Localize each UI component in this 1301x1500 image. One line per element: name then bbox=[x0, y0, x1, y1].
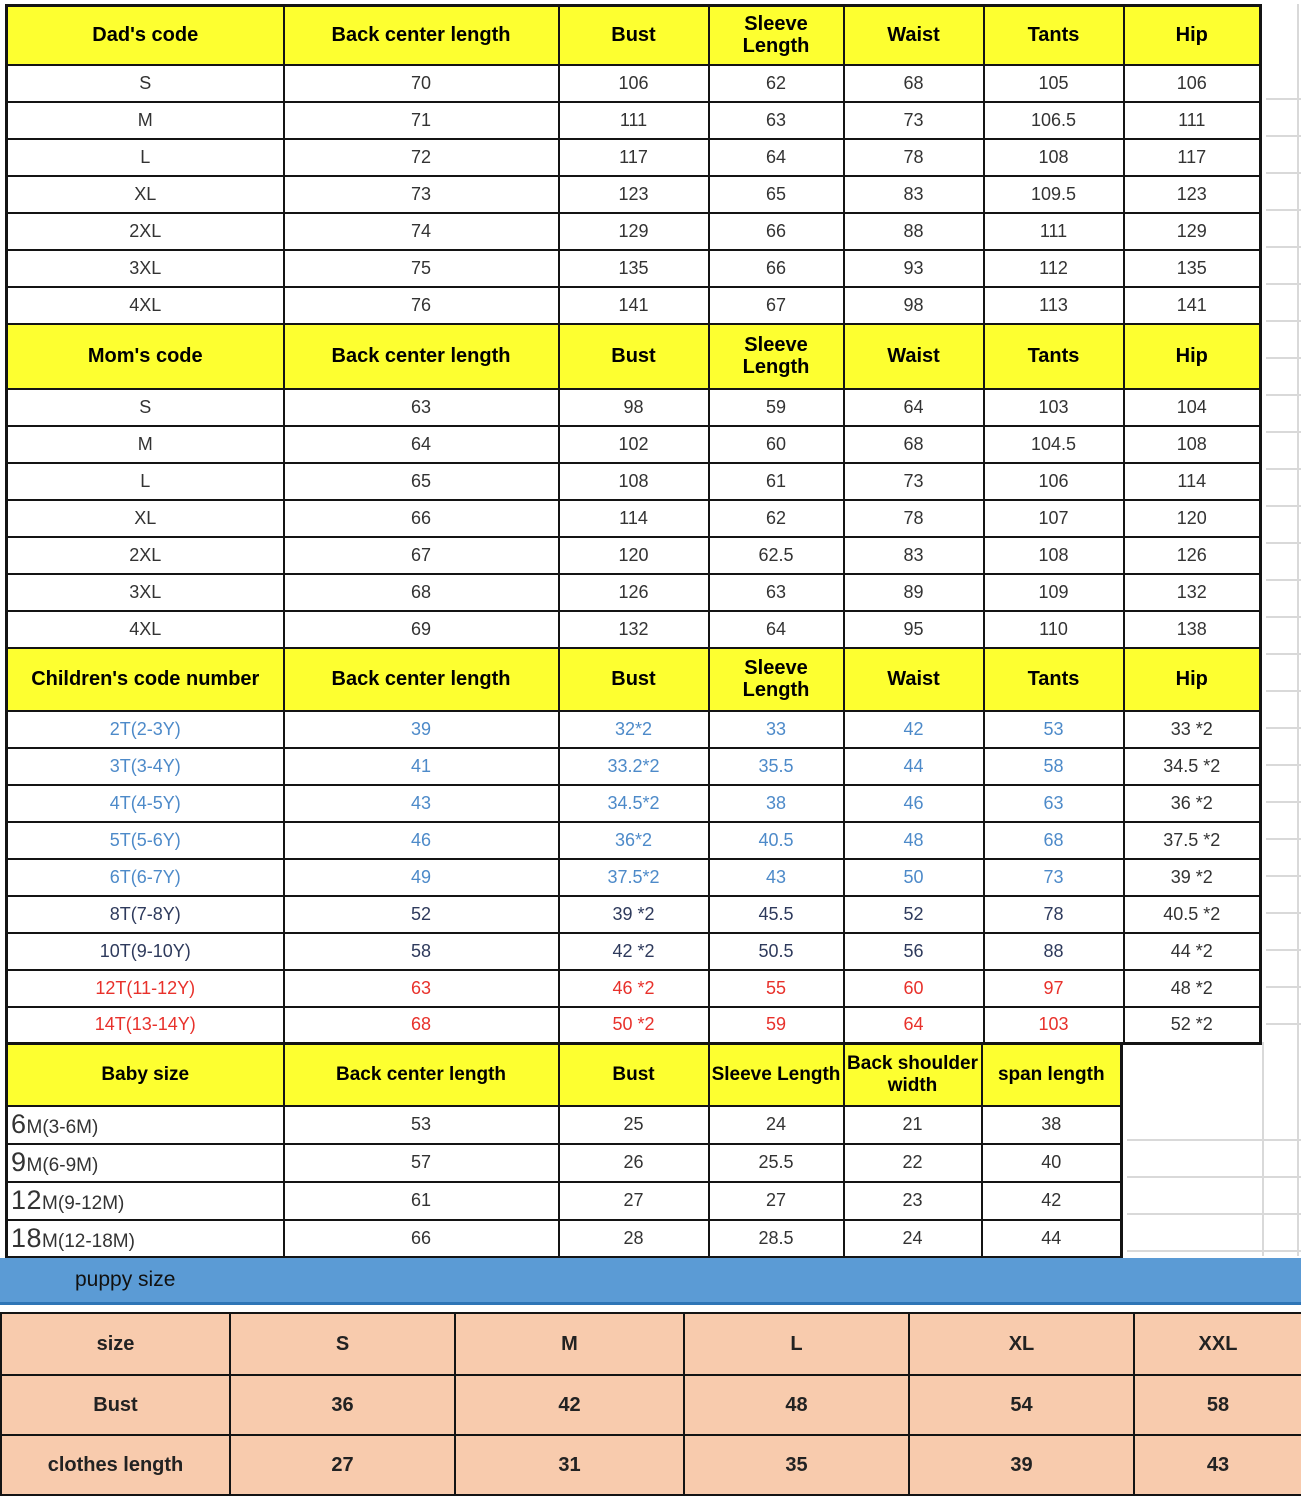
baby-size-label-cell bbox=[7, 1106, 284, 1144]
column-header-cell: Sleeve Length bbox=[709, 324, 844, 389]
puppy-size-table bbox=[0, 1312, 1301, 1496]
value-cell: 45.5 bbox=[709, 896, 844, 933]
size-label-cell: 2T(2-3Y) bbox=[7, 711, 284, 748]
column-header-cell: Sleeve Length bbox=[709, 6, 844, 65]
value-cell: 42 bbox=[844, 711, 984, 748]
value-cell: 35.5 bbox=[709, 748, 844, 785]
value-cell: 64 bbox=[709, 611, 844, 648]
value-cell: 109 bbox=[984, 574, 1124, 611]
value-cell: 141 bbox=[559, 287, 709, 324]
baby-size-label-cell bbox=[7, 1144, 284, 1182]
baby-size-prefix: 12 bbox=[11, 1185, 43, 1215]
value-cell: 66 bbox=[709, 213, 844, 250]
value-cell: 111 bbox=[559, 102, 709, 139]
puppy-value-cell: 31 bbox=[455, 1435, 684, 1495]
value-cell: 52 bbox=[284, 896, 559, 933]
value-cell: 63 bbox=[709, 102, 844, 139]
value-cell: 36 *2 bbox=[1124, 785, 1261, 822]
size-label-cell: 3XL bbox=[7, 574, 284, 611]
table-data-row bbox=[7, 933, 1261, 970]
value-cell: 108 bbox=[559, 463, 709, 500]
value-cell: 39 bbox=[284, 711, 559, 748]
value-cell: 21 bbox=[844, 1106, 982, 1144]
puppy-size-header-cell: M bbox=[455, 1313, 684, 1375]
value-cell: 48 bbox=[844, 822, 984, 859]
puppy-row-label-cell: size bbox=[1, 1313, 230, 1375]
value-cell: 50.5 bbox=[709, 933, 844, 970]
baby-size-suffix: M(9-12M) bbox=[42, 1193, 125, 1214]
column-header-cell: Back center length bbox=[284, 648, 559, 711]
value-cell: 71 bbox=[284, 102, 559, 139]
value-cell: 44 bbox=[982, 1220, 1122, 1258]
value-cell: 64 bbox=[844, 1007, 984, 1044]
baby-size-label-cell bbox=[7, 1182, 284, 1220]
value-cell: 68 bbox=[844, 65, 984, 102]
size-label-cell: 8T(7-8Y) bbox=[7, 896, 284, 933]
value-cell: 34.5 *2 bbox=[1124, 748, 1261, 785]
column-header-cell: Tants bbox=[984, 6, 1124, 65]
value-cell: 135 bbox=[559, 250, 709, 287]
value-cell: 78 bbox=[844, 139, 984, 176]
value-cell: 68 bbox=[284, 574, 559, 611]
size-label-cell: L bbox=[7, 139, 284, 176]
value-cell: 68 bbox=[284, 1007, 559, 1044]
puppy-table-row bbox=[1, 1435, 1301, 1495]
value-cell: 103 bbox=[984, 1007, 1124, 1044]
value-cell: 74 bbox=[284, 213, 559, 250]
value-cell: 61 bbox=[284, 1182, 559, 1220]
table-header-row bbox=[7, 6, 1261, 65]
size-label-cell: S bbox=[7, 389, 284, 426]
value-cell: 93 bbox=[844, 250, 984, 287]
value-cell: 38 bbox=[709, 785, 844, 822]
value-cell: 46 *2 bbox=[559, 970, 709, 1007]
table-data-row bbox=[7, 574, 1261, 611]
table-data-row bbox=[7, 1144, 1122, 1182]
baby-size-suffix: M(3-6M) bbox=[26, 1117, 99, 1138]
value-cell: 28.5 bbox=[709, 1220, 844, 1258]
column-header-cell: Back center length bbox=[284, 1044, 559, 1106]
value-cell: 64 bbox=[709, 139, 844, 176]
table-data-row bbox=[7, 748, 1261, 785]
spreadsheet-vline bbox=[1262, 1042, 1264, 1256]
value-cell: 62 bbox=[709, 65, 844, 102]
value-cell: 41 bbox=[284, 748, 559, 785]
value-cell: 37.5 *2 bbox=[1124, 822, 1261, 859]
puppy-row-label-cell: clothes length bbox=[1, 1435, 230, 1495]
size-label-cell: 14T(13-14Y) bbox=[7, 1007, 284, 1044]
table-data-row bbox=[7, 859, 1261, 896]
value-cell: 135 bbox=[1124, 250, 1261, 287]
size-label-cell: XL bbox=[7, 500, 284, 537]
value-cell: 76 bbox=[284, 287, 559, 324]
size-label-cell: 3XL bbox=[7, 250, 284, 287]
column-header-cell: Bust bbox=[559, 1044, 709, 1106]
value-cell: 83 bbox=[844, 176, 984, 213]
value-cell: 108 bbox=[1124, 426, 1261, 463]
spreadsheet-vline-far-right bbox=[1297, 4, 1299, 1256]
puppy-size-bar-label: puppy size bbox=[75, 1268, 176, 1291]
table-data-row bbox=[7, 287, 1261, 324]
baby-size-label-cell bbox=[7, 1220, 284, 1258]
column-header-cell: Waist bbox=[844, 648, 984, 711]
column-header-cell: Waist bbox=[844, 324, 984, 389]
value-cell: 98 bbox=[559, 389, 709, 426]
value-cell: 58 bbox=[284, 933, 559, 970]
value-cell: 33 bbox=[709, 711, 844, 748]
value-cell: 109.5 bbox=[984, 176, 1124, 213]
value-cell: 25 bbox=[559, 1106, 709, 1144]
table-header-row bbox=[7, 324, 1261, 389]
column-header-cell: Back center length bbox=[284, 6, 559, 65]
value-cell: 27 bbox=[709, 1182, 844, 1220]
value-cell: 88 bbox=[984, 933, 1124, 970]
value-cell: 63 bbox=[284, 389, 559, 426]
table-data-row bbox=[7, 1220, 1122, 1258]
baby-size-prefix: 6 bbox=[11, 1109, 27, 1139]
table-data-row bbox=[7, 500, 1261, 537]
value-cell: 108 bbox=[984, 537, 1124, 574]
value-cell: 34.5*2 bbox=[559, 785, 709, 822]
value-cell: 64 bbox=[844, 389, 984, 426]
value-cell: 88 bbox=[844, 213, 984, 250]
value-cell: 70 bbox=[284, 65, 559, 102]
puppy-value-cell: 58 bbox=[1134, 1375, 1301, 1435]
table-data-row bbox=[7, 176, 1261, 213]
size-label-cell: 3T(3-4Y) bbox=[7, 748, 284, 785]
family-size-table bbox=[5, 4, 1262, 1045]
column-header-cell: Sleeve Length bbox=[709, 648, 844, 711]
value-cell: 73 bbox=[844, 102, 984, 139]
value-cell: 106 bbox=[559, 65, 709, 102]
column-header-cell: Bust bbox=[559, 6, 709, 65]
value-cell: 97 bbox=[984, 970, 1124, 1007]
value-cell: 83 bbox=[844, 537, 984, 574]
value-cell: 50 bbox=[844, 859, 984, 896]
value-cell: 43 bbox=[709, 859, 844, 896]
value-cell: 89 bbox=[844, 574, 984, 611]
value-cell: 40.5 *2 bbox=[1124, 896, 1261, 933]
puppy-table-row bbox=[1, 1375, 1301, 1435]
value-cell: 40.5 bbox=[709, 822, 844, 859]
value-cell: 129 bbox=[1124, 213, 1261, 250]
value-cell: 33.2*2 bbox=[559, 748, 709, 785]
value-cell: 66 bbox=[284, 500, 559, 537]
value-cell: 25.5 bbox=[709, 1144, 844, 1182]
value-cell: 95 bbox=[844, 611, 984, 648]
table-data-row bbox=[7, 711, 1261, 748]
value-cell: 141 bbox=[1124, 287, 1261, 324]
value-cell: 104 bbox=[1124, 389, 1261, 426]
table-data-row bbox=[7, 139, 1261, 176]
value-cell: 39 *2 bbox=[559, 896, 709, 933]
puppy-value-cell: 48 bbox=[684, 1375, 909, 1435]
value-cell: 46 bbox=[844, 785, 984, 822]
value-cell: 68 bbox=[844, 426, 984, 463]
value-cell: 138 bbox=[1124, 611, 1261, 648]
value-cell: 72 bbox=[284, 139, 559, 176]
value-cell: 24 bbox=[844, 1220, 982, 1258]
column-header-cell: Tants bbox=[984, 648, 1124, 711]
value-cell: 42 bbox=[982, 1182, 1122, 1220]
value-cell: 126 bbox=[559, 574, 709, 611]
value-cell: 106.5 bbox=[984, 102, 1124, 139]
column-header-cell: Sleeve Length bbox=[709, 1044, 844, 1106]
table-data-row bbox=[7, 537, 1261, 574]
value-cell: 120 bbox=[1124, 500, 1261, 537]
value-cell: 44 *2 bbox=[1124, 933, 1261, 970]
table-data-row bbox=[7, 1182, 1122, 1220]
value-cell: 36*2 bbox=[559, 822, 709, 859]
column-header-cell: Waist bbox=[844, 6, 984, 65]
value-cell: 114 bbox=[559, 500, 709, 537]
value-cell: 123 bbox=[559, 176, 709, 213]
value-cell: 67 bbox=[709, 287, 844, 324]
value-cell: 40 bbox=[982, 1144, 1122, 1182]
puppy-value-cell: 43 bbox=[1134, 1435, 1301, 1495]
column-header-cell: Bust bbox=[559, 324, 709, 389]
puppy-value-cell: 36 bbox=[230, 1375, 455, 1435]
value-cell: 39 *2 bbox=[1124, 859, 1261, 896]
column-header-cell: Children's code number bbox=[7, 648, 284, 711]
value-cell: 68 bbox=[984, 822, 1124, 859]
value-cell: 114 bbox=[1124, 463, 1261, 500]
value-cell: 50 *2 bbox=[559, 1007, 709, 1044]
puppy-value-cell: 27 bbox=[230, 1435, 455, 1495]
value-cell: 106 bbox=[1124, 65, 1261, 102]
value-cell: 123 bbox=[1124, 176, 1261, 213]
puppy-size-header-cell: XL bbox=[909, 1313, 1134, 1375]
value-cell: 44 bbox=[844, 748, 984, 785]
value-cell: 120 bbox=[559, 537, 709, 574]
spreadsheet-gridlines-right bbox=[1266, 63, 1301, 1045]
value-cell: 22 bbox=[844, 1144, 982, 1182]
value-cell: 73 bbox=[284, 176, 559, 213]
table-header-row bbox=[7, 1044, 1122, 1106]
baby-size-prefix: 18 bbox=[11, 1222, 43, 1253]
column-header-cell: Dad's code bbox=[7, 6, 284, 65]
value-cell: 63 bbox=[284, 970, 559, 1007]
size-label-cell: 4T(4-5Y) bbox=[7, 785, 284, 822]
baby-size-table bbox=[5, 1042, 1123, 1259]
puppy-value-cell: 39 bbox=[909, 1435, 1134, 1495]
puppy-value-cell: 42 bbox=[455, 1375, 684, 1435]
puppy-size-header-cell: L bbox=[684, 1313, 909, 1375]
baby-size-prefix: 9 bbox=[11, 1147, 27, 1177]
column-header-cell: Hip bbox=[1124, 324, 1261, 389]
size-label-cell: 5T(5-6Y) bbox=[7, 822, 284, 859]
size-label-cell: 10T(9-10Y) bbox=[7, 933, 284, 970]
puppy-value-cell: 35 bbox=[684, 1435, 909, 1495]
value-cell: 132 bbox=[1124, 574, 1261, 611]
value-cell: 53 bbox=[284, 1106, 559, 1144]
column-header-cell: span length bbox=[982, 1044, 1122, 1106]
value-cell: 69 bbox=[284, 611, 559, 648]
size-label-cell: L bbox=[7, 463, 284, 500]
value-cell: 55 bbox=[709, 970, 844, 1007]
value-cell: 38 bbox=[982, 1106, 1122, 1144]
value-cell: 37.5*2 bbox=[559, 859, 709, 896]
puppy-size-header-cell: S bbox=[230, 1313, 455, 1375]
value-cell: 104.5 bbox=[984, 426, 1124, 463]
size-label-cell: 2XL bbox=[7, 213, 284, 250]
value-cell: 23 bbox=[844, 1182, 982, 1220]
value-cell: 108 bbox=[984, 139, 1124, 176]
size-label-cell: 12T(11-12Y) bbox=[7, 970, 284, 1007]
value-cell: 64 bbox=[284, 426, 559, 463]
table-data-row bbox=[7, 1007, 1261, 1044]
puppy-row-label-cell: Bust bbox=[1, 1375, 230, 1435]
value-cell: 98 bbox=[844, 287, 984, 324]
value-cell: 117 bbox=[559, 139, 709, 176]
value-cell: 63 bbox=[984, 785, 1124, 822]
value-cell: 26 bbox=[559, 1144, 709, 1182]
value-cell: 111 bbox=[1124, 102, 1261, 139]
column-header-cell: Bust bbox=[559, 648, 709, 711]
value-cell: 102 bbox=[559, 426, 709, 463]
table-data-row bbox=[7, 785, 1261, 822]
column-header-cell: Tants bbox=[984, 324, 1124, 389]
baby-size-suffix: M(12-18M) bbox=[42, 1230, 135, 1252]
table-data-row bbox=[7, 970, 1261, 1007]
value-cell: 78 bbox=[844, 500, 984, 537]
table-data-row bbox=[7, 65, 1261, 102]
value-cell: 66 bbox=[709, 250, 844, 287]
puppy-table-row bbox=[1, 1313, 1301, 1375]
value-cell: 117 bbox=[1124, 139, 1261, 176]
value-cell: 57 bbox=[284, 1144, 559, 1182]
puppy-value-cell: 54 bbox=[909, 1375, 1134, 1435]
value-cell: 49 bbox=[284, 859, 559, 896]
value-cell: 112 bbox=[984, 250, 1124, 287]
table-data-row bbox=[7, 463, 1261, 500]
value-cell: 66 bbox=[284, 1220, 559, 1258]
value-cell: 73 bbox=[984, 859, 1124, 896]
value-cell: 107 bbox=[984, 500, 1124, 537]
value-cell: 59 bbox=[709, 389, 844, 426]
value-cell: 52 bbox=[844, 896, 984, 933]
value-cell: 129 bbox=[559, 213, 709, 250]
value-cell: 126 bbox=[1124, 537, 1261, 574]
value-cell: 60 bbox=[844, 970, 984, 1007]
value-cell: 113 bbox=[984, 287, 1124, 324]
baby-size-suffix: M(6-9M) bbox=[26, 1155, 99, 1176]
size-label-cell: M bbox=[7, 426, 284, 463]
value-cell: 58 bbox=[984, 748, 1124, 785]
size-label-cell: 4XL bbox=[7, 611, 284, 648]
table-data-row bbox=[7, 426, 1261, 463]
value-cell: 46 bbox=[284, 822, 559, 859]
value-cell: 103 bbox=[984, 389, 1124, 426]
column-header-cell: Back center length bbox=[284, 324, 559, 389]
column-header-cell: Baby size bbox=[7, 1044, 284, 1106]
table-data-row bbox=[7, 1106, 1122, 1144]
value-cell: 62 bbox=[709, 500, 844, 537]
value-cell: 56 bbox=[844, 933, 984, 970]
value-cell: 61 bbox=[709, 463, 844, 500]
value-cell: 63 bbox=[709, 574, 844, 611]
value-cell: 53 bbox=[984, 711, 1124, 748]
column-header-cell: Hip bbox=[1124, 648, 1261, 711]
size-label-cell: M bbox=[7, 102, 284, 139]
value-cell: 59 bbox=[709, 1007, 844, 1044]
value-cell: 43 bbox=[284, 785, 559, 822]
column-header-cell: Mom's code bbox=[7, 324, 284, 389]
column-header-cell: Hip bbox=[1124, 6, 1261, 65]
value-cell: 111 bbox=[984, 213, 1124, 250]
value-cell: 48 *2 bbox=[1124, 970, 1261, 1007]
table-data-row bbox=[7, 102, 1261, 139]
spreadsheet-gridlines-baby-right bbox=[1127, 1104, 1301, 1256]
value-cell: 24 bbox=[709, 1106, 844, 1144]
value-cell: 42 *2 bbox=[559, 933, 709, 970]
value-cell: 27 bbox=[559, 1182, 709, 1220]
value-cell: 65 bbox=[284, 463, 559, 500]
table-data-row bbox=[7, 896, 1261, 933]
puppy-size-header-cell: XXL bbox=[1134, 1313, 1301, 1375]
table-data-row bbox=[7, 822, 1261, 859]
value-cell: 62.5 bbox=[709, 537, 844, 574]
size-label-cell: 4XL bbox=[7, 287, 284, 324]
value-cell: 67 bbox=[284, 537, 559, 574]
size-label-cell: 2XL bbox=[7, 537, 284, 574]
table-data-row bbox=[7, 213, 1261, 250]
value-cell: 110 bbox=[984, 611, 1124, 648]
table-data-row bbox=[7, 611, 1261, 648]
size-label-cell: 6T(6-7Y) bbox=[7, 859, 284, 896]
value-cell: 32*2 bbox=[559, 711, 709, 748]
value-cell: 132 bbox=[559, 611, 709, 648]
value-cell: 78 bbox=[984, 896, 1124, 933]
value-cell: 75 bbox=[284, 250, 559, 287]
value-cell: 65 bbox=[709, 176, 844, 213]
value-cell: 33 *2 bbox=[1124, 711, 1261, 748]
table-header-row bbox=[7, 648, 1261, 711]
value-cell: 73 bbox=[844, 463, 984, 500]
size-label-cell: XL bbox=[7, 176, 284, 213]
table-data-row bbox=[7, 389, 1261, 426]
puppy-size-bar bbox=[0, 1258, 1301, 1305]
value-cell: 52 *2 bbox=[1124, 1007, 1261, 1044]
value-cell: 28 bbox=[559, 1220, 709, 1258]
value-cell: 106 bbox=[984, 463, 1124, 500]
table-data-row bbox=[7, 250, 1261, 287]
value-cell: 60 bbox=[709, 426, 844, 463]
value-cell: 105 bbox=[984, 65, 1124, 102]
column-header-cell: Back shoulder width bbox=[844, 1044, 982, 1106]
size-label-cell: S bbox=[7, 65, 284, 102]
